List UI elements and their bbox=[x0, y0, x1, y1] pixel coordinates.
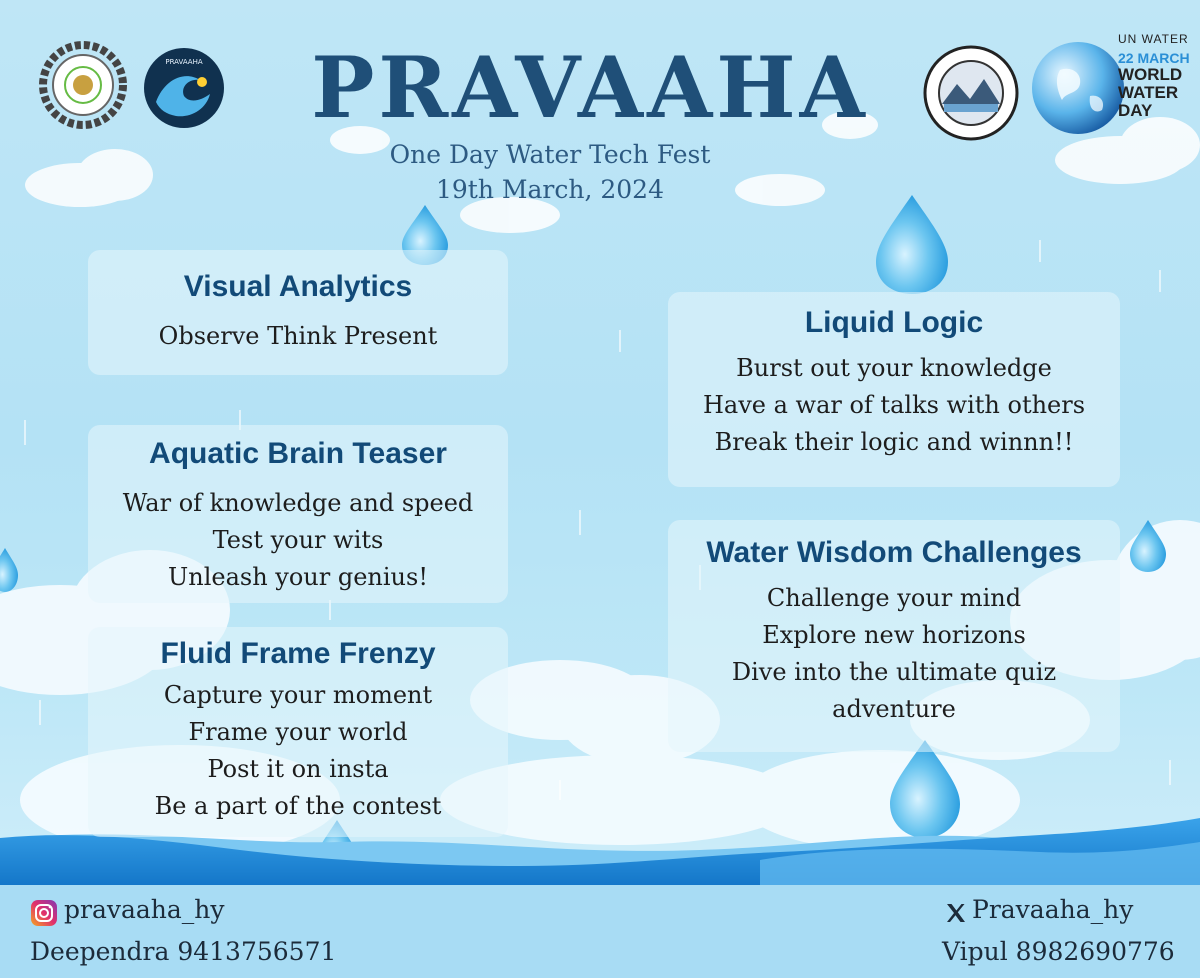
contact-vipul: Vipul 8982690776 bbox=[942, 937, 1175, 966]
event-line: adventure bbox=[832, 695, 956, 723]
event-line: Post it on insta bbox=[207, 755, 389, 783]
wwd-line-3: DAY bbox=[1118, 101, 1153, 120]
event-date: 19th March, 2024 bbox=[436, 175, 664, 204]
instagram-icon[interactable] bbox=[30, 899, 58, 927]
event-line: Challenge your mind bbox=[766, 584, 1022, 612]
event-line: Frame your world bbox=[188, 718, 408, 746]
water-drop bbox=[876, 195, 948, 294]
page-subtitle: One Day Water Tech Fest bbox=[389, 140, 711, 169]
globe-icon bbox=[1030, 40, 1126, 136]
footer-bar bbox=[0, 885, 1200, 978]
event-line: Explore new horizons bbox=[762, 621, 1026, 649]
event-line: Burst out your knowledge bbox=[736, 354, 1052, 382]
pravaaha-logo-text: PRAVAAHA bbox=[165, 58, 203, 66]
x-handle[interactable]: Pravaaha_hy bbox=[972, 895, 1134, 924]
event-line: Test your wits bbox=[212, 526, 384, 554]
event-line: War of knowledge and speed bbox=[122, 489, 474, 517]
event-title: Visual Analytics bbox=[183, 270, 413, 303]
pravaaha-logo bbox=[140, 40, 228, 132]
event-title: Water Wisdom Challenges bbox=[706, 536, 1082, 569]
event-line: Break their logic and winnn!! bbox=[714, 428, 1074, 456]
event-title: Aquatic Brain Teaser bbox=[149, 437, 447, 470]
page-title: PRAVAAHA bbox=[311, 38, 869, 137]
event-line: Observe Think Present bbox=[158, 322, 438, 350]
event-card-visual-analytics bbox=[88, 250, 508, 375]
event-line: Capture your moment bbox=[163, 681, 433, 709]
instagram-handle[interactable]: pravaaha_hy bbox=[64, 895, 225, 924]
event-card-fluid-frame-frenzy bbox=[88, 627, 508, 837]
wwd-line-2: WATER bbox=[1118, 83, 1179, 102]
event-card-liquid-logic bbox=[668, 292, 1120, 487]
event-line: Dive into the ultimate quiz bbox=[731, 658, 1057, 686]
water-drop bbox=[0, 548, 18, 592]
iit-roorkee-emblem bbox=[38, 40, 128, 130]
wwd-date: 22 MARCH bbox=[1118, 50, 1190, 66]
contact-deependra: Deependra 9413756571 bbox=[30, 937, 337, 966]
wwd-line-1: WORLD bbox=[1118, 65, 1183, 84]
event-card-aquatic-brain-teaser bbox=[88, 425, 508, 603]
event-line: Have a war of talks with others bbox=[702, 391, 1086, 419]
event-line: Unleash your genius! bbox=[168, 563, 428, 591]
event-line: Be a part of the contest bbox=[154, 792, 442, 820]
event-title: Fluid Frame Frenzy bbox=[160, 637, 436, 670]
world-water-day-logo bbox=[1030, 32, 1200, 142]
x-twitter-icon[interactable] bbox=[944, 901, 968, 925]
un-water-label: UN WATER bbox=[1118, 32, 1189, 46]
event-card-water-wisdom-challenges bbox=[668, 520, 1120, 752]
department-hydrology-emblem bbox=[922, 44, 1020, 142]
event-title: Liquid Logic bbox=[804, 306, 984, 339]
